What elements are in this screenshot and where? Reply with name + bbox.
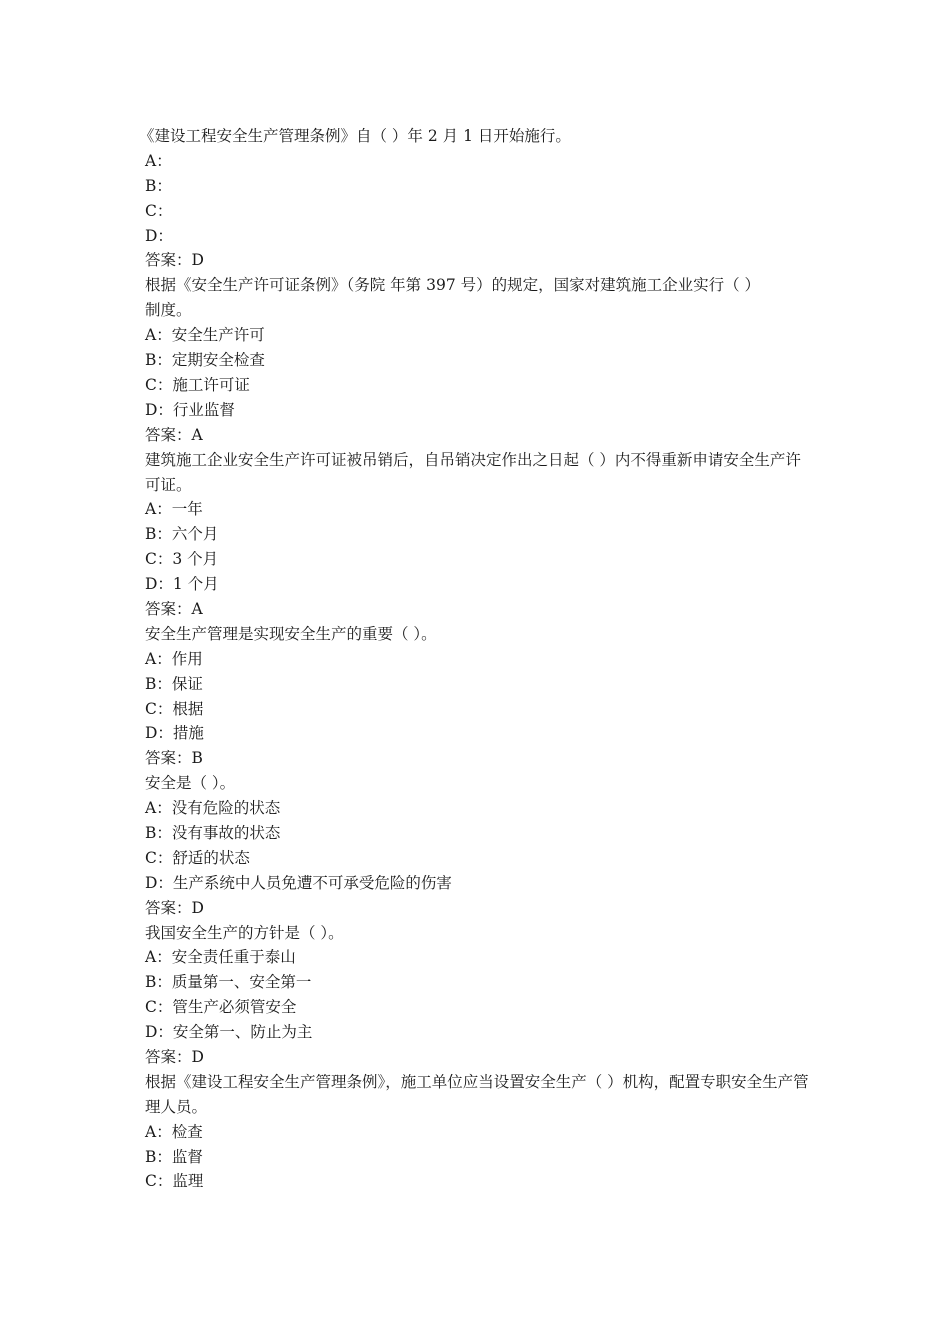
option-a: A：检查 [145,1122,203,1141]
option-b: B：保证 [145,674,203,693]
answer: 答案：A [145,425,203,444]
answer: 答案：A [145,599,203,618]
option-a: A： [145,151,172,170]
option-b: B：监督 [145,1147,203,1166]
option-c: C：管生产必须管安全 [145,998,297,1017]
question-stem: 根据《建设工程安全生产管理条例》，施工单位应当设置安全生产（ ）机构，配置专职安全生产管理人员。 [145,1072,809,1116]
question-stem: 我国安全生产的方针是（ ）。 [145,923,344,942]
option-a: A：安全生产许可 [145,326,265,345]
answer: 答案：D [145,1048,204,1066]
document-page [139,124,810,1194]
option-d: D：行业监督 [145,400,235,419]
option-c: C：根据 [145,699,204,718]
option-d: D：安全第一、防止为主 [145,1023,313,1042]
option-b: B：质量第一、安全第一 [145,973,312,992]
question-stem-continuation: 制度。 [145,301,192,320]
option-b: B：定期安全检查 [145,351,265,370]
option-c: C：3 个月 [145,550,219,569]
question-stem: 根据《安全生产许可证条例》（务院 年第 397 号）的规定，国家对建筑施工企业实行（ ） [145,276,761,295]
option-a: A：没有危险的状态 [145,799,281,818]
option-b: B：没有事故的状态 [145,823,281,842]
option-c: C：监理 [145,1172,204,1191]
option-a: A：作用 [145,649,203,668]
option-d: D：1 个月 [145,575,219,594]
answer: 答案：D [145,898,204,917]
answer: 答案：B [145,749,203,768]
option-d: D： [145,226,173,245]
option-d: D：生产系统中人员免遭不可承受危险的伤害 [145,873,452,892]
option-a: A：安全责任重于泰山 [145,948,296,967]
question-stem: 安全是（ ）。 [145,774,236,793]
option-c: C：施工许可证 [145,375,250,394]
option-b: B： [145,176,172,195]
question-stem: 建筑施工企业安全生产许可证被吊销后，自吊销决定作出之日起（ ）内不得重新申请安全生产许可证。 [145,450,801,494]
option-c: C：舒适的状态 [145,848,250,867]
question-stem: 安全生产管理是实现安全生产的重要（ ）。 [145,624,437,643]
question-stem: 《建设工程安全生产管理条例》自（ ）年 2 月 1 日开始施行。 [139,127,571,145]
option-a: A：一年 [145,500,203,519]
answer: 答案：D [145,251,204,270]
option-d: D：措施 [145,724,204,743]
option-b: B：六个月 [145,525,219,544]
option-c: C： [145,201,173,220]
